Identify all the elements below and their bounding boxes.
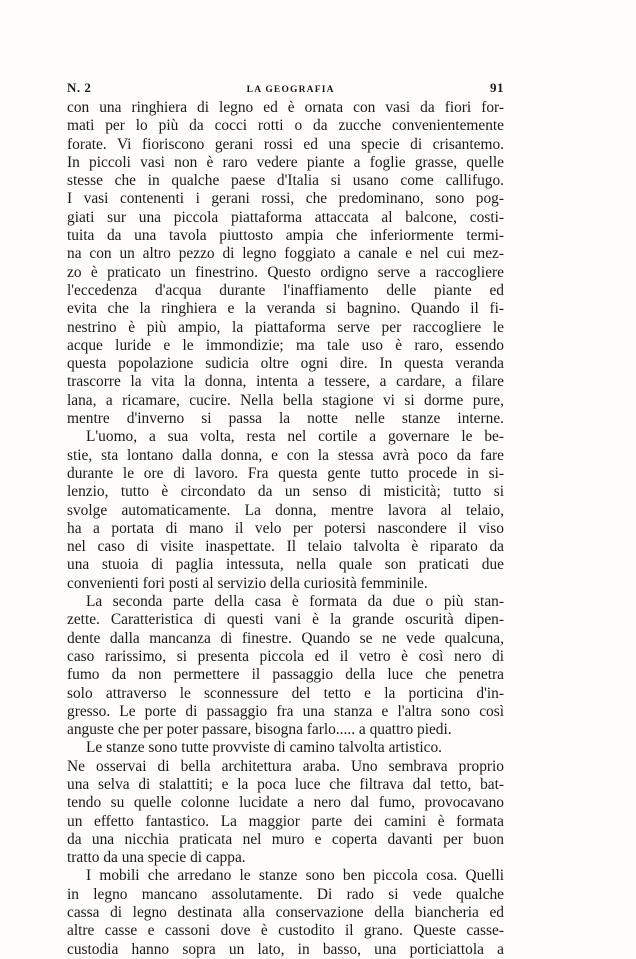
- text-line: zo è praticato un finestrino. Questo ordigno serve a raccogliere: [67, 263, 504, 281]
- running-header: [67, 80, 504, 96]
- text-line: anguste che per poter passare, bisogna farlo..... a quattro piedi.: [67, 721, 452, 739]
- text-line: In piccoli vasi non è raro vedere piante a foglie grasse, quelle: [67, 153, 504, 171]
- text-line: un effetto fantastico. La maggior parte dei camini è formata: [67, 812, 504, 830]
- text-line: l'eccedenza d'acqua durante l'inaffiamento delle piante ed: [67, 281, 504, 299]
- text-line: La seconda parte della casa è formata da due o più stan-: [86, 593, 504, 611]
- text-line: fumo da non permettere il passaggio della luce che penetra: [67, 666, 504, 684]
- text-line: stesse che in qualche paese d'Italia si usano come callifugo.: [67, 172, 504, 190]
- text-line: caso rarissimo, si presenta piccola ed il vetro è così nero di: [67, 647, 504, 665]
- text-line: giati sur una piccola piattaforma attaccata al balcone, costi-: [67, 208, 504, 226]
- text-line: una selva di stalattiti; e la poca luce che filtrava dal tetto, bat-: [67, 775, 504, 793]
- text-line: zette. Caratteristica di questi vani è la grande oscurità dipen-: [67, 611, 504, 629]
- page-number: 91: [490, 80, 504, 95]
- text-line: I vasi contenenti i gerani rossi, che predominano, sono pog-: [67, 190, 504, 208]
- text-line: durante le ore di lavoro. Fra questa gente tutto procede in si-: [67, 464, 504, 482]
- text-line: lana, a ricamare, cucire. Nella bella stagione vi si dorme pure,: [67, 391, 504, 409]
- text-line: tendo su quelle colonne lucidate a nero dal fumo, provocavano: [67, 794, 504, 812]
- text-line: forate. Vi fioriscono gerani rossi ed una specie di crisantemo.: [67, 135, 504, 153]
- text-line: tratto da una specie di cappa.: [67, 849, 246, 867]
- body-text: [67, 99, 504, 959]
- text-line: na con un altro pezzo di legno foggiato a canale e nel cui mez-: [67, 245, 504, 263]
- text-line: evita che la ringhiera e la veranda si bagnino. Quando il fi-: [67, 300, 504, 318]
- text-line: tuita da una tavola piuttosto ampia che inferiormente termi-: [67, 227, 504, 245]
- text-line: acque luride e le immondizie; ma tale uso è raro, essendo: [67, 336, 504, 354]
- text-line: gresso. Le porte di passaggio fra una stanza e l'altra sono così: [67, 702, 504, 720]
- text-line: L'uomo, a sua volta, resta nel cortile a governare le be-: [86, 428, 504, 446]
- text-line: cassa di legno destinata alla conservazione della biancheria ed: [67, 904, 504, 922]
- text-line: una stuoia di paglia intessuta, nella quale son praticati due: [67, 556, 504, 574]
- text-line: convenienti fori posti al servizio della curiosità femminile.: [67, 574, 428, 592]
- text-line: questa popolazione sudicia oltre ogni dire. In questa veranda: [67, 355, 504, 373]
- issue-number: N. 2: [67, 80, 92, 95]
- text-line: trascorre la vita la donna, intenta a tessere, a cardare, a filare: [67, 373, 504, 391]
- text-line: nestrino è più ampio, la piattaforma serve per raccogliere le: [67, 318, 504, 336]
- text-line: con una ringhiera di legno ed è ornata con vasi da fiori for-: [67, 99, 504, 116]
- text-line: custodia hanno sopra un lato, in basso, una porticiattola a: [67, 940, 504, 958]
- text-line: stie, sta lontano dalla donna, e con la stessa avrà poco da fare: [67, 446, 504, 464]
- text-line: Le stanze sono tutte provviste di camino talvolta artistico.: [86, 739, 443, 757]
- text-line: mentre d'inverno si passa la notte nelle stanze interne.: [67, 410, 504, 428]
- text-line: svolge automaticamente. La donna, mentre lavora al telaio,: [67, 501, 504, 519]
- text-line: lenzio, tutto è circondato da un senso di misticità; tutto si: [67, 483, 504, 501]
- text-line: mati per lo più da cocci rotti o da zucche convenientemente: [67, 117, 504, 135]
- text-line: I mobili che arredano le stanze sono ben piccola cosa. Quelli: [86, 867, 504, 885]
- text-line: nel caso di visite inaspettate. Il telaio talvolta è riparato da: [67, 538, 504, 556]
- journal-title: LA GEOGRAFIA: [246, 85, 335, 95]
- text-line: ha a portata di mano il velo per potersi nascondere il viso: [67, 519, 504, 537]
- text-line: solo attraverso le sconnessure del tetto e la porticina d'in-: [67, 684, 504, 702]
- text-line: Ne osservai di bella architettura araba. Uno sembrava proprio: [67, 757, 504, 775]
- text-line: in legno mancano assolutamente. Di rado si vede qualche: [67, 885, 504, 903]
- text-line: altre casse e cassoni dove è custodito il grano. Queste casse-: [67, 922, 504, 940]
- text-line: dente dalla mancanza di finestre. Quando se ne vede qualcuna,: [67, 629, 504, 647]
- text-line: da una nicchia praticata nel muro e coperta davanti per buon: [67, 830, 504, 848]
